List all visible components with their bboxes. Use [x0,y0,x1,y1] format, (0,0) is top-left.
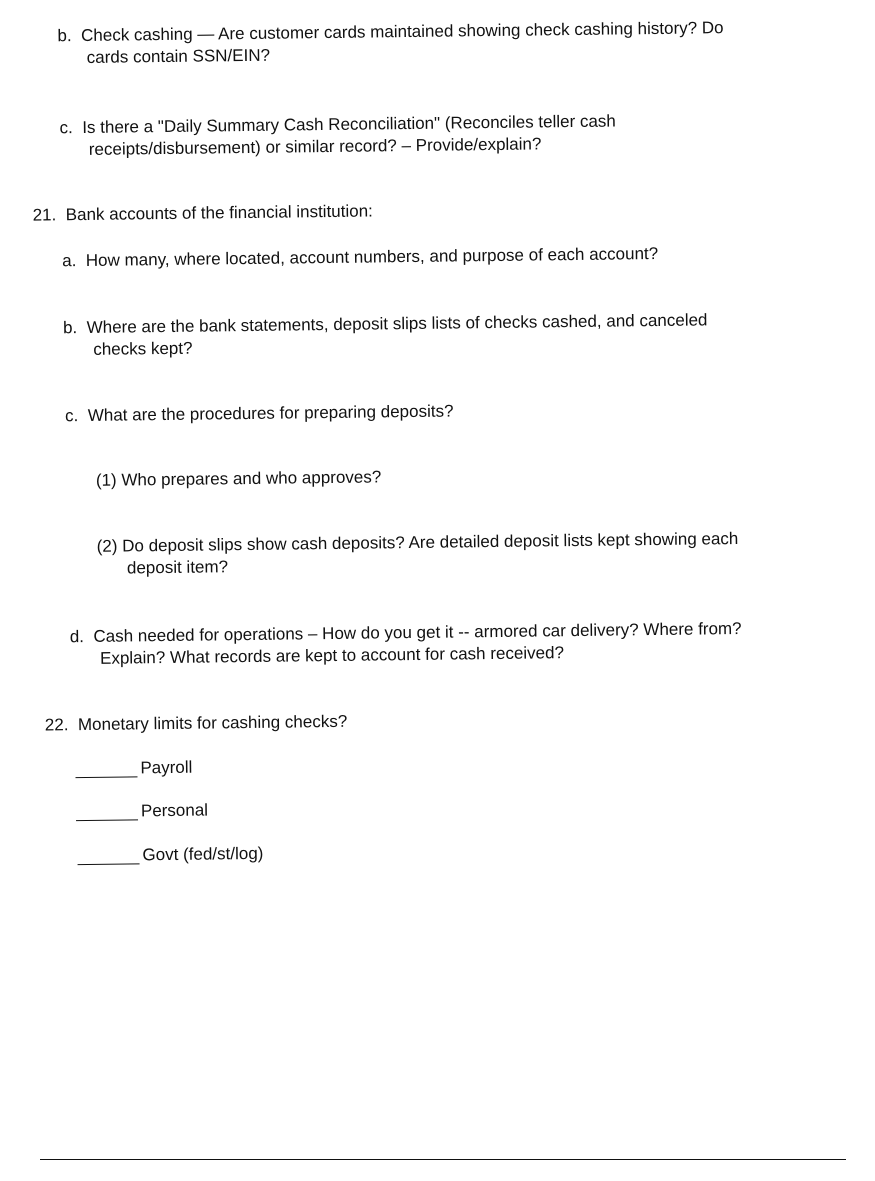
item-text: What are the procedures for preparing deposits? [87,401,454,425]
item-text: Cash needed for operations – How do you get it -- armored car delivery? Where from? [93,618,742,646]
limit-label: Payroll [140,757,193,778]
item-label: b. [62,318,78,338]
limit-personal [76,800,208,824]
item-text: How many, where located, account numbers, and purpose of each account? [85,243,659,270]
limit-payroll [75,757,192,780]
footer-rule [40,1159,846,1160]
item-label: b. [57,26,72,46]
item-label: d. [69,627,85,647]
item-label: (1) [95,470,117,490]
item-label: 21. [32,205,57,225]
item-label: c. [64,406,79,426]
blank-line[interactable] [78,863,140,865]
question-21c1 [96,466,382,491]
item-text: Do deposit slips show cash deposits? Are detailed deposit lists kept showing each [122,529,739,556]
item-text: Bank accounts of the financial institution: [65,201,373,225]
item-text: Check cashing — Are customer cards maintained showing check cashing history? Do [80,18,724,46]
item-label: a. [62,251,77,271]
item-b-check-cashing [57,17,723,47]
item-text-cont: Explain? What records are kept to account for cash received? [99,643,565,668]
item-text-cont: deposit item? [126,557,229,578]
question-21c2 [97,528,739,558]
item-text-cont: receipts/disbursement) or similar record? – Provide/explain? [88,134,542,159]
item-text: Where are the bank statements, deposit slips lists of checks cashed, and canceled [86,310,708,337]
question-21b [63,309,708,339]
blank-line[interactable] [75,776,137,778]
blank-line[interactable] [76,819,138,821]
item-label: 22. [44,715,69,735]
item-text: Monetary limits for cashing checks? [77,711,348,735]
item-text: Is there a "Daily Summary Cash Reconciliation" (Reconciles teller cash [82,111,616,138]
item-label: c. [59,118,73,138]
question-21c [65,400,454,427]
question-21a [62,243,658,272]
item-text: Who prepares and who approves? [121,467,382,490]
item-label: (2) [96,536,118,556]
limit-govt [77,843,263,867]
limit-label: Personal [140,800,209,821]
question-21 [33,200,373,226]
question-22 [45,711,348,737]
item-text-cont: cards contain SSN/EIN? [86,45,271,67]
item-text-cont: checks kept? [93,338,193,359]
limit-label: Govt (fed/st/log) [142,843,264,865]
